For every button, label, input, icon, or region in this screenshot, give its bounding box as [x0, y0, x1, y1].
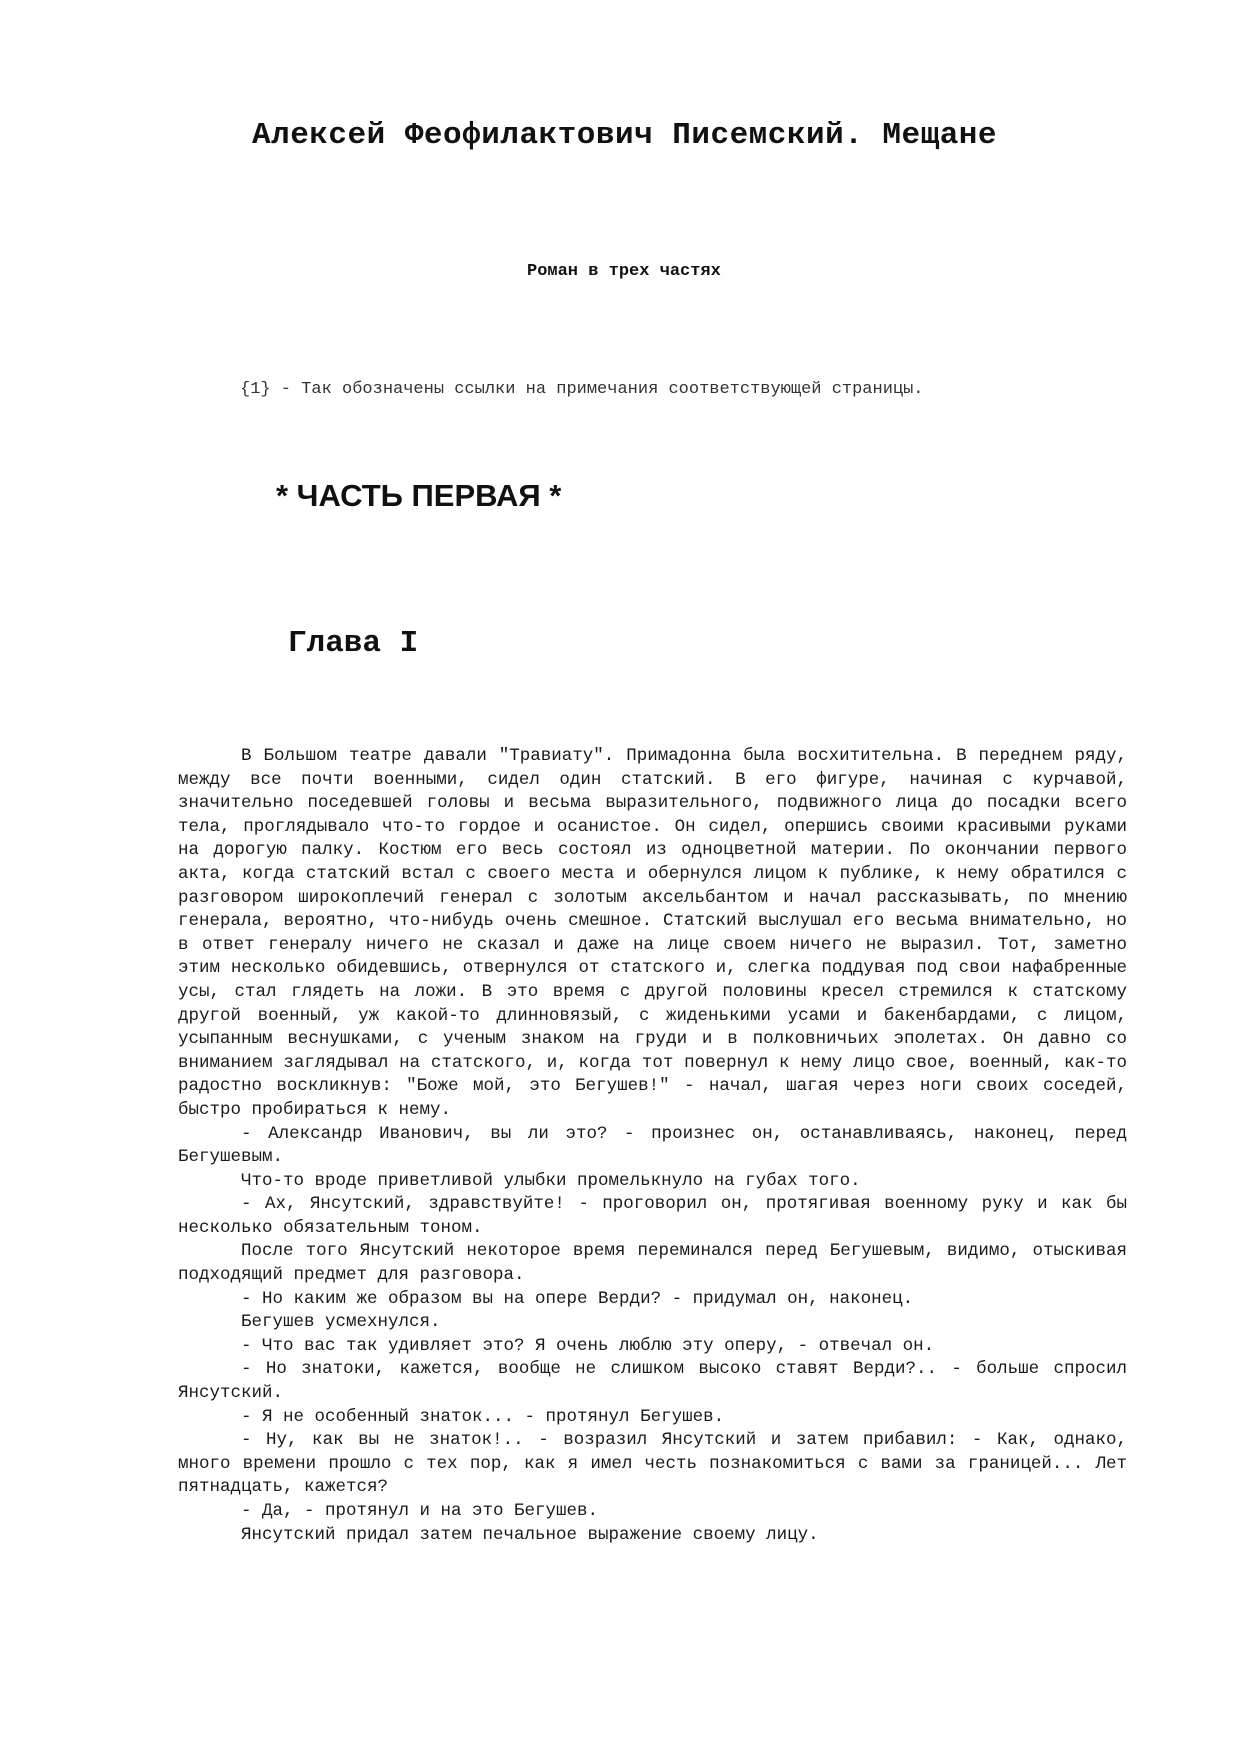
footnote-legend: {1} - Так обозначены ссылки на примечания соответствующей страницы. — [240, 380, 924, 399]
part-heading: * ЧАСТЬ ПЕРВАЯ * — [276, 478, 562, 513]
paragraph: - Что вас так удивляет это? Я очень люблю эту оперу, - отвечал он. — [241, 1335, 935, 1356]
chapter-heading: Глава I — [288, 626, 419, 661]
paragraph: - Но знатоки, кажется, вообще не слишком высоко ставят Верди?.. - больше спросил Янсутский. — [178, 1359, 1127, 1404]
paragraph: Что-то вроде приветливой улыбки промелькнуло на губах того. — [241, 1170, 861, 1191]
chapter-body — [178, 745, 1127, 1547]
paragraph: Янсутский придал затем печальное выражение своему лицу. — [241, 1524, 819, 1545]
paragraph: Бегушев усмехнулся. — [241, 1312, 441, 1333]
paragraph: - Ах, Янсутский, здравствуйте! - проговорил он, протягивая военному руку и как бы несколько обязательным тоном. — [178, 1194, 1127, 1238]
paragraph: - Да, - протянул и на это Бегушев. — [241, 1501, 599, 1521]
paragraph: - Я не особенный знаток... - протянул Бегушев. — [241, 1406, 725, 1427]
document-subtitle: Роман в трех частях — [527, 262, 721, 281]
paragraph: - Ну, как вы не знаток!.. - возразил Янсутский и затем прибавил: - Как, однако, много времени прошло с тех пор, как я имел честь познакомиться с вами за границей... Лет пятнадцать, кажется? — [178, 1430, 1127, 1498]
paragraph: - Александр Иванович, вы ли это? - произнес он, останавливаясь, наконец, перед Бегушевым. — [178, 1123, 1127, 1168]
paragraph: После того Янсутский некоторое время переминался перед Бегушевым, видимо, отыскивая подходящий предмет для разговора. — [178, 1241, 1127, 1286]
paragraph: В Большом театре давали "Травиату". Примадонна была восхитительна. В переднем ряду, между все почти военными, сидел один статский. В его фигуре, начиная с курчавой, значительно поседевшей головы и весьма выразительного, подвижного лица до посадки всего тела, проглядывало что-то гордое и осанистое. Он сидел, опершись своими красивыми руками на дорогую палку. Костюм его весь состоял из одноцветной материи. По окончании первого акта, когда статский встал с своего места и обернулся лицом к публике, к нему обратился с разговором широкоплечий генерал с золотым аксельбантом и начал рассказывать, по мнению генерала, вероятно, что-нибудь очень смешное. Статский выслушал его весьма внимательно, но в ответ генералу ничего не сказал и даже на лице своем ничего не выразил. Тот, заметно этим несколько обидевшись, отвернулся от статского и, слегка поддувая под свои нафабренные усы, стал глядеть на ложи. В это время с другой половины кресел стремился к статскому другой военный, уж какой-то длинновязый, с жиденькими усами и бакенбардами, с лицом, усыпанным веснушками, с ученым знаком на груди и в полковничьих эполетах. Он давно со вниманием заглядывал на статского, и, когда тот повернул к нему лицо свое, военный, как-то радостно воскликнув: "Боже мой, это Бегушев!" - начал, шагая через ноги своих соседей, быстро пробираться к нему. — [178, 746, 1127, 1120]
document-title: Алексей Феофилактович Писемский. Мещане — [252, 118, 998, 153]
paragraph: - Но каким же образом вы на опере Верди? - придумал он, наконец. — [241, 1288, 914, 1309]
